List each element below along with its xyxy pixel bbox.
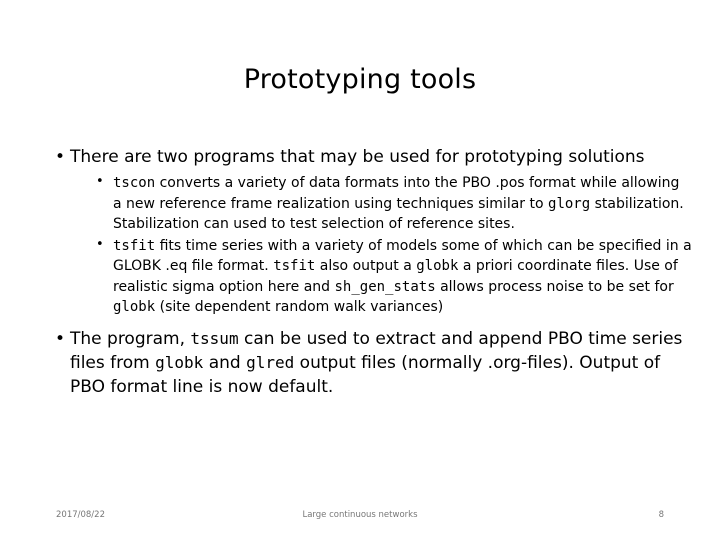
bullet-1 bbox=[52, 146, 692, 168]
sub-bullet-text: a priori coordinate files. Use of realistic sigma option here and bbox=[113, 258, 678, 295]
command-globk: globk bbox=[113, 299, 156, 315]
slide-body bbox=[52, 146, 692, 399]
bullet-2-text: can be used to extract and append PBO time series files from bbox=[70, 328, 683, 373]
command-tscon: tscon bbox=[113, 175, 156, 191]
sub-bullet-text: allows process noise to be set for bbox=[435, 278, 674, 295]
footer-date: 2017/08/22 bbox=[56, 510, 105, 520]
bullet-2 bbox=[52, 327, 692, 399]
sub-bullet-text: fits time series with a variety of models some of which can be specified in a GLOBK .eq file format. bbox=[113, 237, 692, 274]
command-glred: glred bbox=[246, 352, 295, 372]
slide-title: Prototyping tools bbox=[243, 64, 477, 95]
sub-bullet-tsfit bbox=[96, 236, 692, 318]
command-tsfit: tsfit bbox=[113, 237, 156, 254]
sub-bullet-text: (site dependent random walk variances) bbox=[155, 299, 444, 315]
bullet-marker: • bbox=[96, 174, 104, 189]
bullet-marker: • bbox=[96, 236, 104, 252]
bullet-2-text: The program, bbox=[70, 328, 191, 349]
bullet-2-text: and bbox=[203, 352, 247, 373]
command-globk: globk bbox=[155, 352, 204, 372]
bullet-1-text: There are two programs that may be used for prototyping solutions bbox=[70, 147, 645, 167]
command-tssum: tssum bbox=[190, 328, 239, 348]
sub-bullet-text: stabilization. Stabilization can used to test selection of reference sites. bbox=[113, 195, 684, 232]
footer-page-number: 8 bbox=[658, 510, 664, 520]
command-sh-gen-stats: sh_gen_stats bbox=[334, 278, 436, 295]
sub-bullet-text: converts a variety of data formats into the PBO .pos format while allowing a new reference frame realization using techniques similar to bbox=[113, 175, 680, 212]
command-globk: globk bbox=[416, 258, 459, 274]
bullet-marker: • bbox=[55, 147, 66, 167]
command-tsfit: tsfit bbox=[273, 258, 316, 274]
bullet-marker: • bbox=[55, 328, 66, 349]
command-glorg: glorg bbox=[548, 195, 591, 212]
footer-title: Large continuous networks bbox=[302, 510, 418, 520]
sub-bullet-tscon bbox=[96, 173, 692, 235]
bullet-2-text: output files (normally .org-files). Output of PBO format line is now default. bbox=[70, 352, 661, 397]
sub-bullet-text: also output a bbox=[315, 258, 417, 274]
